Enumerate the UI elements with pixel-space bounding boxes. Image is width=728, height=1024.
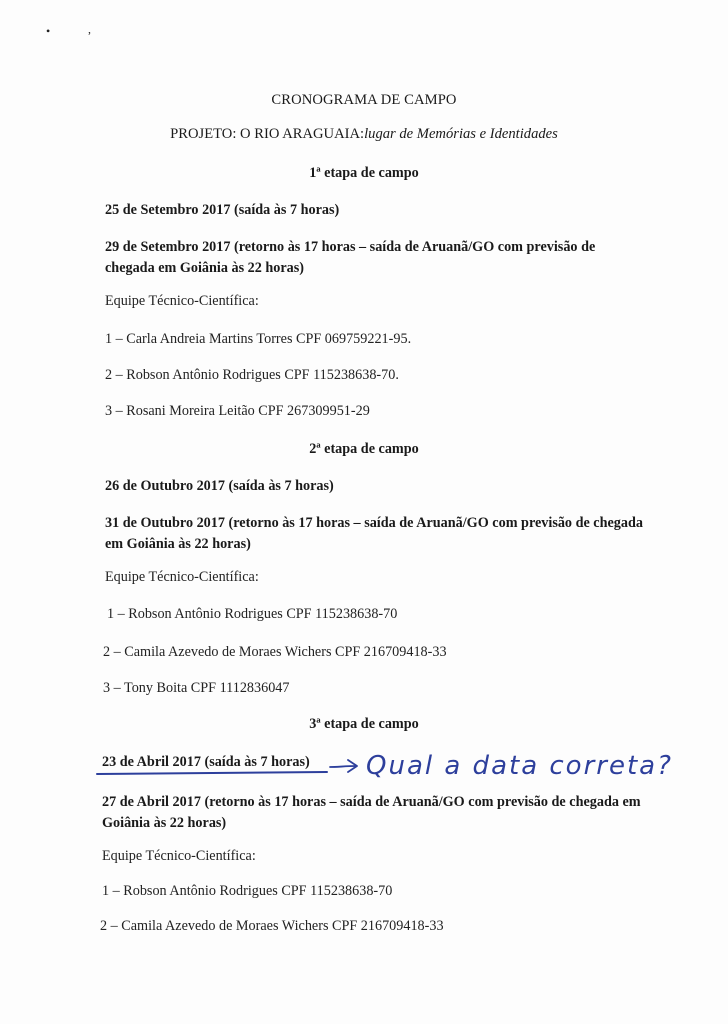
stage-1-return: 29 de Setembro 2017 (retorno às 17 horas – saída de Aruanã/GO com previsão de chegada em Goiânia às 22 horas)	[105, 239, 596, 276]
stage-1-member: 1 – Carla Andreia Martins Torres CPF 069759221-95.	[105, 331, 412, 347]
stage-1-member: 3 – Rosani Moreira Leitão CPF 267309951-29	[105, 403, 370, 419]
project-subtitle: lugar de Memórias e Identidades	[364, 126, 558, 142]
handwritten-arrow-icon	[330, 760, 357, 772]
handwritten-underline	[96, 771, 328, 775]
handwritten-annotation	[326, 734, 706, 790]
stage-2-return: 31 de Outubro 2017 (retorno às 17 horas – saída de Aruanã/GO com previsão de chegada em Goiânia às 22 horas)	[105, 515, 643, 552]
stage-3-return: 27 de Abril 2017 (retorno às 17 horas – saída de Aruanã/GO com previsão de chegada em Goiânia às 22 horas)	[102, 794, 641, 831]
stage-2-member: 2 – Camila Azevedo de Moraes Wichers CPF 216709418-33	[103, 644, 447, 660]
stage-3-member: 2 – Camila Azevedo de Moraes Wichers CPF 216709418-33	[100, 918, 444, 934]
stage-3-member: 1 – Robson Antônio Rodrigues CPF 115238638-70	[102, 883, 393, 899]
stage-2-heading: 2ª etapa de campo	[309, 441, 419, 457]
stage-1-team-label: Equipe Técnico-Científica:	[105, 293, 259, 309]
document-title: CRONOGRAMA DE CAMPO	[271, 92, 457, 108]
stage-3-team-label: Equipe Técnico-Científica:	[102, 848, 256, 864]
stage-2-member: 1 – Robson Antônio Rodrigues CPF 115238638-70	[107, 606, 398, 622]
project-title	[0, 126, 728, 143]
stage-2-member: 3 – Tony Boita CPF 1112836047	[103, 680, 290, 696]
stray-mark: ,	[88, 22, 91, 36]
stage-2-team-label: Equipe Técnico-Científica:	[105, 569, 259, 585]
stage-1-heading: 1ª etapa de campo	[309, 165, 419, 181]
stray-mark: •	[46, 24, 51, 38]
stage-3-heading: 3ª etapa de campo	[309, 716, 419, 732]
project-prefix: PROJETO: O RIO ARAGUAIA:	[170, 126, 365, 142]
handwritten-note: Qual a data correta?	[366, 751, 673, 781]
stage-1-departure: 25 de Setembro 2017 (saída às 7 horas)	[105, 202, 340, 218]
stage-1-member: 2 – Robson Antônio Rodrigues CPF 115238638-70.	[105, 367, 399, 383]
stage-2-departure: 26 de Outubro 2017 (saída às 7 horas)	[105, 478, 334, 494]
stage-3-departure: 23 de Abril 2017 (saída às 7 horas)	[102, 754, 310, 770]
